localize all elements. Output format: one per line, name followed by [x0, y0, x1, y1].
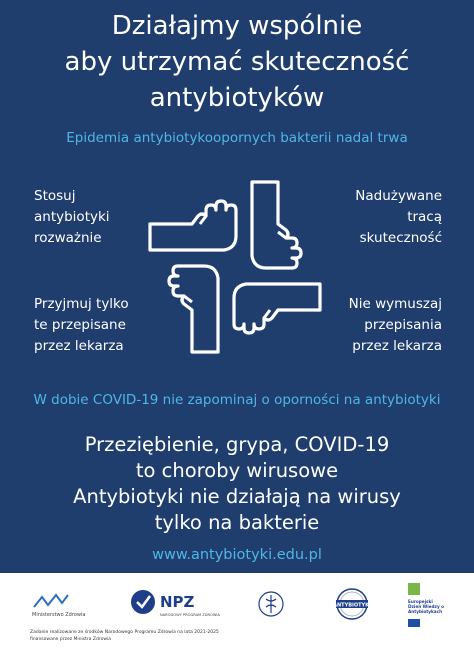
footer-note-line: Zadanie realizowane ze środków Narodowego Programu Zdrowia na lata 2021-2025: [30, 630, 219, 635]
message-line: tylko na bakterie: [154, 511, 320, 534]
ministry-logo-icon: [28, 589, 88, 619]
poster-title: [0, 8, 474, 116]
title-line: aby utrzymać skuteczność: [64, 47, 410, 77]
footer-note: [30, 629, 250, 643]
corner-line: rozważnie: [34, 230, 102, 246]
eu-line: Europejski: [408, 599, 433, 604]
antibiotics-badge-icon: [330, 587, 374, 621]
institute-logo-icon: [256, 589, 286, 619]
corner-line: skuteczność: [359, 230, 442, 246]
npz-sub-label: NARODOWY PROGRAM ZDROWIA: [160, 613, 220, 617]
corner-text-top-left: [34, 186, 110, 249]
corner-line: te przepisane: [34, 317, 126, 333]
corner-text-top-right: [355, 186, 442, 249]
message-line: Antybiotyki nie działają na wirusy: [73, 485, 401, 508]
npz-label: NPZ: [160, 593, 195, 611]
corner-line: przez lekarza: [352, 338, 442, 354]
corner-line: antybiotyki: [34, 209, 110, 225]
corner-line: przepisania: [364, 317, 442, 333]
main-message: [0, 432, 474, 536]
message-line: Przeziębienie, grypa, COVID-19: [84, 433, 390, 456]
hands-circle-icon: [140, 172, 330, 362]
corner-line: tracą: [407, 209, 442, 225]
title-line: antybiotyków: [149, 83, 325, 113]
corner-line: Nie wymuszaj: [348, 296, 442, 312]
footer-note-line: finansowane przez Ministra Zdrowia: [30, 637, 112, 642]
npz-logo-icon: [128, 587, 220, 621]
corner-line: przez lekarza: [34, 338, 124, 354]
eu-antibiotic-day-logo-icon: [404, 581, 448, 631]
website-link[interactable]: www.antybiotyki.edu.pl: [152, 547, 322, 563]
corner-text-bottom-left: [34, 294, 129, 357]
subtitle: Epidemia antybiotykoopornych bakterii nadal trwa: [66, 130, 408, 146]
corner-line: Nadużywane: [355, 188, 442, 204]
ministry-label: Ministerstwo Zdrowia: [32, 612, 86, 618]
corner-line: Stosuj: [34, 188, 76, 204]
eu-line: Antybiotykach: [408, 609, 443, 614]
footer-logos: [0, 573, 474, 650]
corner-text-bottom-right: [349, 294, 442, 357]
corner-line: Przyjmuj tylko: [34, 296, 129, 312]
badge-label: ANTYBIOTYKI: [333, 602, 371, 609]
covid-note: W dobie COVID-19 nie zapominaj o oporności na antybiotyki: [33, 392, 441, 408]
title-line: Działajmy wspólnie: [111, 11, 363, 41]
eu-line: Dzień Wiedzy o: [408, 604, 445, 609]
message-line: to choroby wirusowe: [135, 459, 339, 482]
